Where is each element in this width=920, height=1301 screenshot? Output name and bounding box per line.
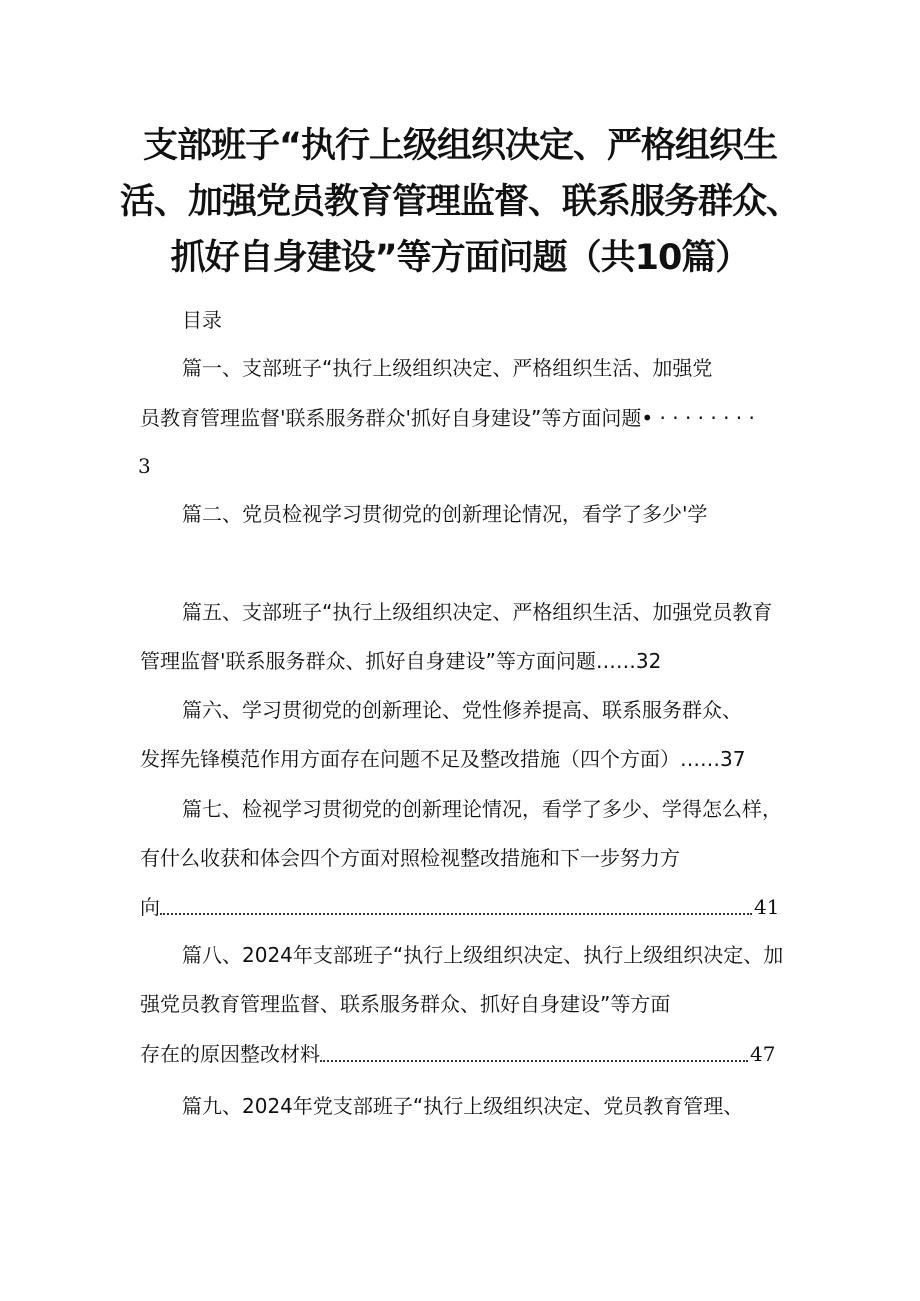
toc-entry-2-line-1: 篇二、党员检视学习贯彻党的创新理论情况，看学了多少'学 [182, 502, 708, 526]
title-line: 活、加强党员教育管理监督、联系服务群众、 [119, 182, 800, 222]
toc-entry-8-line-1: 篇八、2024年支部班子“执行上级组织决定、执行上级组织决定、加 [182, 943, 784, 967]
toc-leader-dots [320, 1060, 748, 1062]
title-line: 支部班子“执行上级组织决定、严格组织生 [142, 126, 777, 166]
toc-entry-8-line-2: 强党员教育管理监督、联系服务群众、抓好自身建设”等方面 [140, 992, 671, 1016]
toc-leader-dots [160, 913, 752, 915]
toc-entry-1-line-1: 篇一、支部班子“执行上级组织决定、严格组织生活、加强党 [182, 356, 713, 380]
toc-entry-8-page: 47 [750, 1042, 776, 1066]
toc-entry-5-line-1: 篇五、支部班子“执行上级组织决定、严格组织生活、加强党员教育 [182, 600, 773, 624]
toc-entry-6-line-1: 篇六、学习贯彻党的创新理论、党性修养提高、联系服务群众、 [182, 698, 742, 722]
toc-entry-5-line-2: 管理监督'联系服务群众、抓好自身建设”等方面问题……32 [140, 649, 662, 673]
toc-entry-1-line-2: 员教育管理监督'联系服务群众'抓好自身建设”等方面问题• · · · · · · · · [140, 406, 755, 430]
title-line: 抓好自身建设”等方面问题（共10篇） [170, 238, 750, 278]
toc-entry-8-line-3: 存在的原因整改材料 [140, 1042, 320, 1066]
toc-entry-7-line-2: 有什么收获和体会四个方面对照检视整改措施和下一步努力方 [140, 846, 680, 870]
toc-entry-7-line-1: 篇七、检视学习贯彻党的创新理论情况，看学了多少、学得怎么样， [182, 797, 782, 821]
document-title [110, 118, 810, 286]
toc-entry-7-page: 41 [754, 895, 780, 919]
toc-heading: 目录 [182, 308, 222, 332]
toc-entry-1-page: 3 [138, 454, 151, 478]
toc-entry-7-line-3: 向 [140, 895, 160, 919]
toc-entry-9-line-1: 篇九、2024年党支部班子“执行上级组织决定、党员教育管理、 [182, 1094, 744, 1118]
toc-entry-6-line-2: 发挥先锋模范作用方面存在问题不足及整改措施（四个方面）……37 [140, 747, 746, 771]
